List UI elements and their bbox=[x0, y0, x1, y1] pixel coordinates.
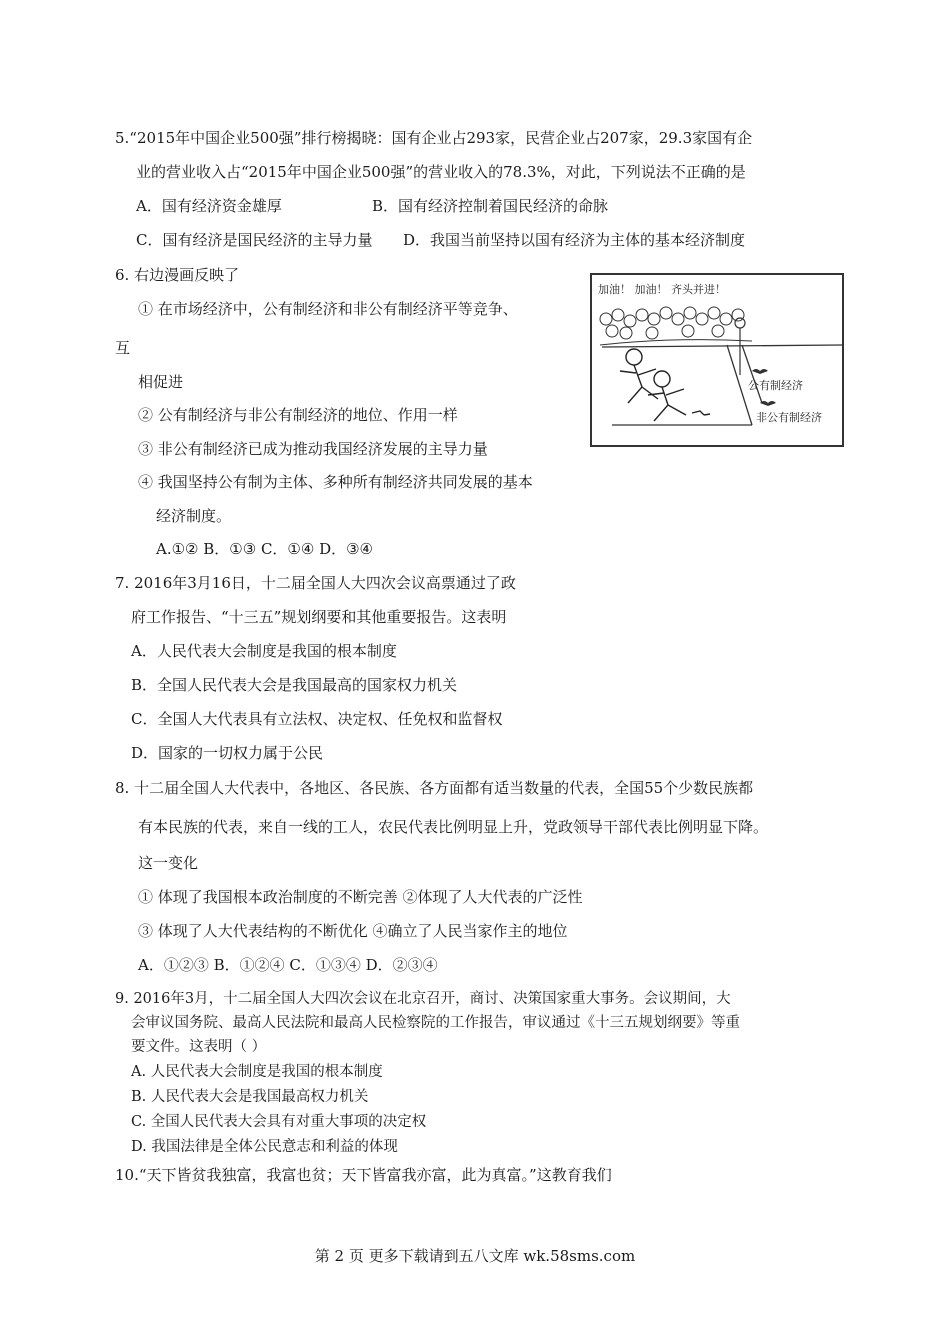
q7-option-b: B．全国人民代表大会是我国最高的国家权力机关 bbox=[131, 676, 458, 694]
cartoon-cheer-text: 加油！ 加油！ 齐头并进！ bbox=[598, 283, 726, 296]
q9-stem-line1: 9. 2016年3月，十二届全国人大四次会议在北京召开，商讨、决策国家重大事务。会议期间，大 bbox=[115, 991, 731, 1007]
q7-stem-line1: 7. 2016年3月16日，十二届全国人大四次会议高票通过了政 bbox=[115, 574, 516, 592]
q5-stem-line1: 5.“2015年中国企业500强”排行榜揭晓：国有企业占293家，民营企业占207家，29.3家国有企 bbox=[115, 129, 753, 147]
q9-option-a: A. 人民代表大会制度是我国的根本制度 bbox=[131, 1064, 383, 1080]
q5-option-a: A．国有经济资金雄厚 bbox=[136, 197, 282, 215]
q6-option-1c: 相促进 bbox=[138, 373, 184, 391]
q5-option-d: D．我国当前坚持以国有经济为主体的基本经济制度 bbox=[403, 231, 746, 249]
q6-option-4a: ④ 我国坚持公有制为主体、多种所有制经济共同发展的基本 bbox=[138, 473, 533, 491]
q8-options-34: ③ 体现了人大代表结构的不断优化 ④确立了人民当家作主的地位 bbox=[138, 922, 568, 940]
runners bbox=[620, 349, 710, 421]
q8-choices: A．①②③ B．①②④ C．①③④ D．②③④ bbox=[138, 956, 438, 974]
q8-stem-line2: 有本民族的代表，来自一线的工人，农民代表比例明显上升，党政领导干部代表比例明显下降。 bbox=[138, 818, 769, 836]
q6-option-4b: 经济制度。 bbox=[156, 507, 232, 525]
q8-stem-line3: 这一变化 bbox=[138, 854, 199, 872]
q6-option-1b: 互 bbox=[115, 339, 131, 357]
q5-option-c: C．国有经济是国民经济的主导力量 bbox=[136, 231, 373, 249]
q7-option-d: D．国家的一切权力属于公民 bbox=[131, 744, 324, 762]
q6-choices: A.①② B．①③ C．①④ D．③④ bbox=[156, 540, 374, 558]
q6-option-3: ③ 非公有制经济已成为推动我国经济发展的主导力量 bbox=[138, 440, 488, 458]
q9-option-c: C. 全国人民代表大会具有对重大事项的决定权 bbox=[131, 1114, 427, 1130]
q7-stem-line2: 府工作报告、“十三五”规划纲要和其他重要报告。这表明 bbox=[131, 608, 507, 626]
page-footer: 第 2 页 更多下载请到五八文库 wk.58sms.com bbox=[314, 1247, 636, 1265]
q5-option-b: B．国有经济控制着国民经济的命脉 bbox=[372, 197, 609, 215]
cartoon-label-nonpublic: 非公有制经济 bbox=[756, 411, 822, 424]
q9-stem-line2: 会审议国务院、最高人民法院和最高人民检察院的工作报告，审议通过《十三五规划纲要》等重 bbox=[131, 1015, 740, 1031]
q9-option-d: D. 我国法律是全体公民意志和利益的体现 bbox=[131, 1139, 398, 1155]
q9-stem-line3: 要文件。这表明（ ） bbox=[131, 1039, 267, 1055]
q7-option-c: C．全国人大代表具有立法权、决定权、任免权和监督权 bbox=[131, 710, 503, 728]
q8-options-12: ① 体现了我国根本政治制度的不断完善 ②体现了人大代表的广泛性 bbox=[138, 888, 583, 906]
q10-stem-line1: 10.“天下皆贫我独富，我富也贫；天下皆富我亦富，此为真富。”这教育我们 bbox=[115, 1166, 612, 1184]
q6-stem: 6. 右边漫画反映了 bbox=[115, 266, 240, 284]
crowd-sketch bbox=[600, 307, 752, 345]
q7-option-a: A．人民代表大会制度是我国的根本制度 bbox=[131, 642, 397, 660]
q6-option-2: ② 公有制经济与非公有制经济的地位、作用一样 bbox=[138, 406, 458, 424]
q9-option-b: B. 人民代表大会是我国最高权力机关 bbox=[131, 1089, 369, 1105]
cartoon-label-public: 公有制经济 bbox=[748, 379, 803, 392]
cartoon-figure bbox=[590, 273, 844, 447]
q8-stem-line1: 8. 十二届全国人大代表中，各地区、各民族、各方面都有适当数量的代表，全国55个少数民族都 bbox=[115, 779, 754, 797]
q5-stem-line2: 业的营业收入占“2015年中国企业500强”的营业收入的78.3%，对此，下列说法不正确的是 bbox=[136, 163, 746, 181]
q6-option-1a: ① 在市场经济中，公有制经济和非公有制经济平等竞争、 bbox=[138, 300, 518, 318]
